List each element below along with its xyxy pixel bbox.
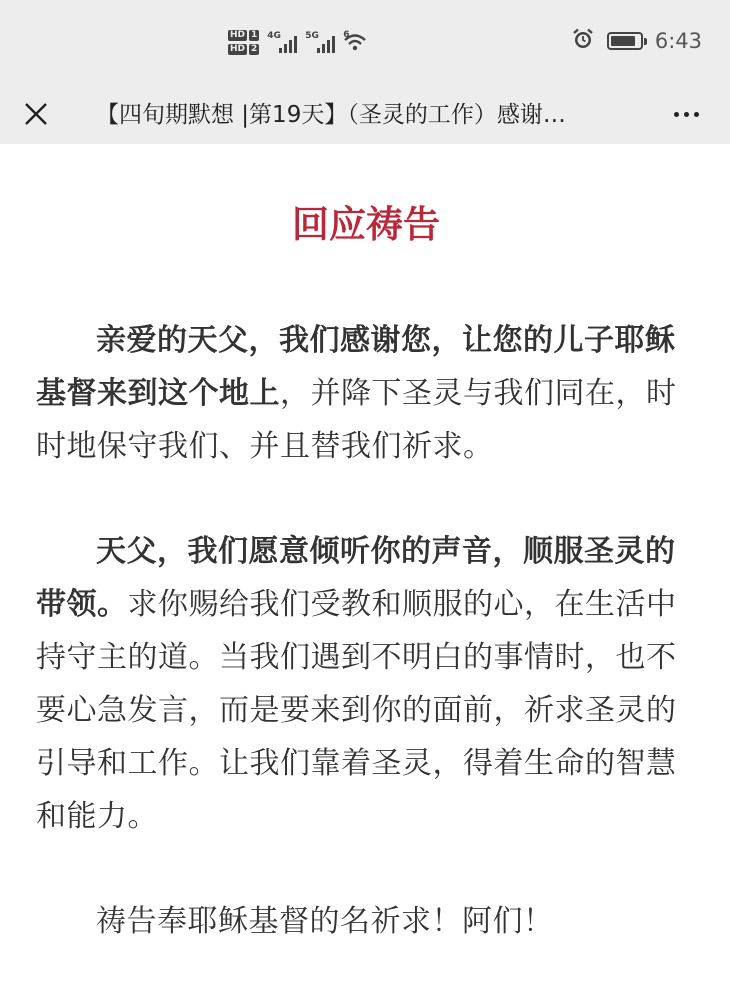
more-icon-dot [684,112,689,117]
sim1-number: 1 [251,29,258,40]
network-type-1: 4G [267,31,281,41]
status-left [228,22,367,62]
status-right [571,26,702,56]
signal-icon-2 [305,31,335,53]
sim2-number: 2 [251,43,258,54]
prayer-paragraph-1 [36,314,696,473]
sim-indicators [228,30,259,55]
article-heading: 回应祷告 [292,203,440,246]
hd-badge-2: HD [230,43,246,54]
status-bar [0,0,730,86]
clock: 6:43 [654,29,702,53]
paragraph-text: 求你赐给我们受教和顺服的心，在生活中持守主的道。当我们遇到不明白的事情时，也不要心急发言，而是要来到你的面前，祈求圣灵的引导和工作。让我们靠着圣灵，得着生命的智慧和能力。 [36,587,677,834]
paragraph-bold-text: 天父，我们愿意倾听你的声音，顺服圣灵的带领。 [36,534,676,622]
sim2-indicator [228,44,259,55]
battery-icon [607,32,643,50]
more-icon [674,112,679,117]
prayer-paragraph-3 [36,895,696,948]
battery-fill [611,36,635,46]
close-icon [23,101,49,127]
signal-icon [267,31,297,53]
article-body [36,144,696,948]
prayer-paragraph-2 [36,525,696,843]
alarm-icon [571,27,595,55]
nav-bar [0,86,730,144]
hd-badge-1: HD [230,29,246,40]
sim1-indicator [228,30,259,41]
wifi-version: 6 [343,30,350,40]
paragraph-text: 祷告奉耶稣基督的名祈求！阿们！ [96,904,554,939]
signal-bars-2 [317,36,335,53]
close-button[interactable] [16,94,56,134]
paragraph-text: ，并降下圣灵与我们同在，时时地保守我们、并且替我们祈求。 [36,376,677,464]
more-button[interactable] [664,94,708,134]
network-type-2: 5G [305,31,319,41]
wifi-icon [343,32,367,52]
paragraph-bold-text: 亲爱的天父，我们感谢您，让您的儿子耶稣基督来到这个地上 [36,323,676,411]
signal-bars-1 [279,36,297,53]
more-icon-dot [694,112,699,117]
page-title: 【四旬期默想 |第19天】（圣灵的工作）感谢… [96,102,566,128]
